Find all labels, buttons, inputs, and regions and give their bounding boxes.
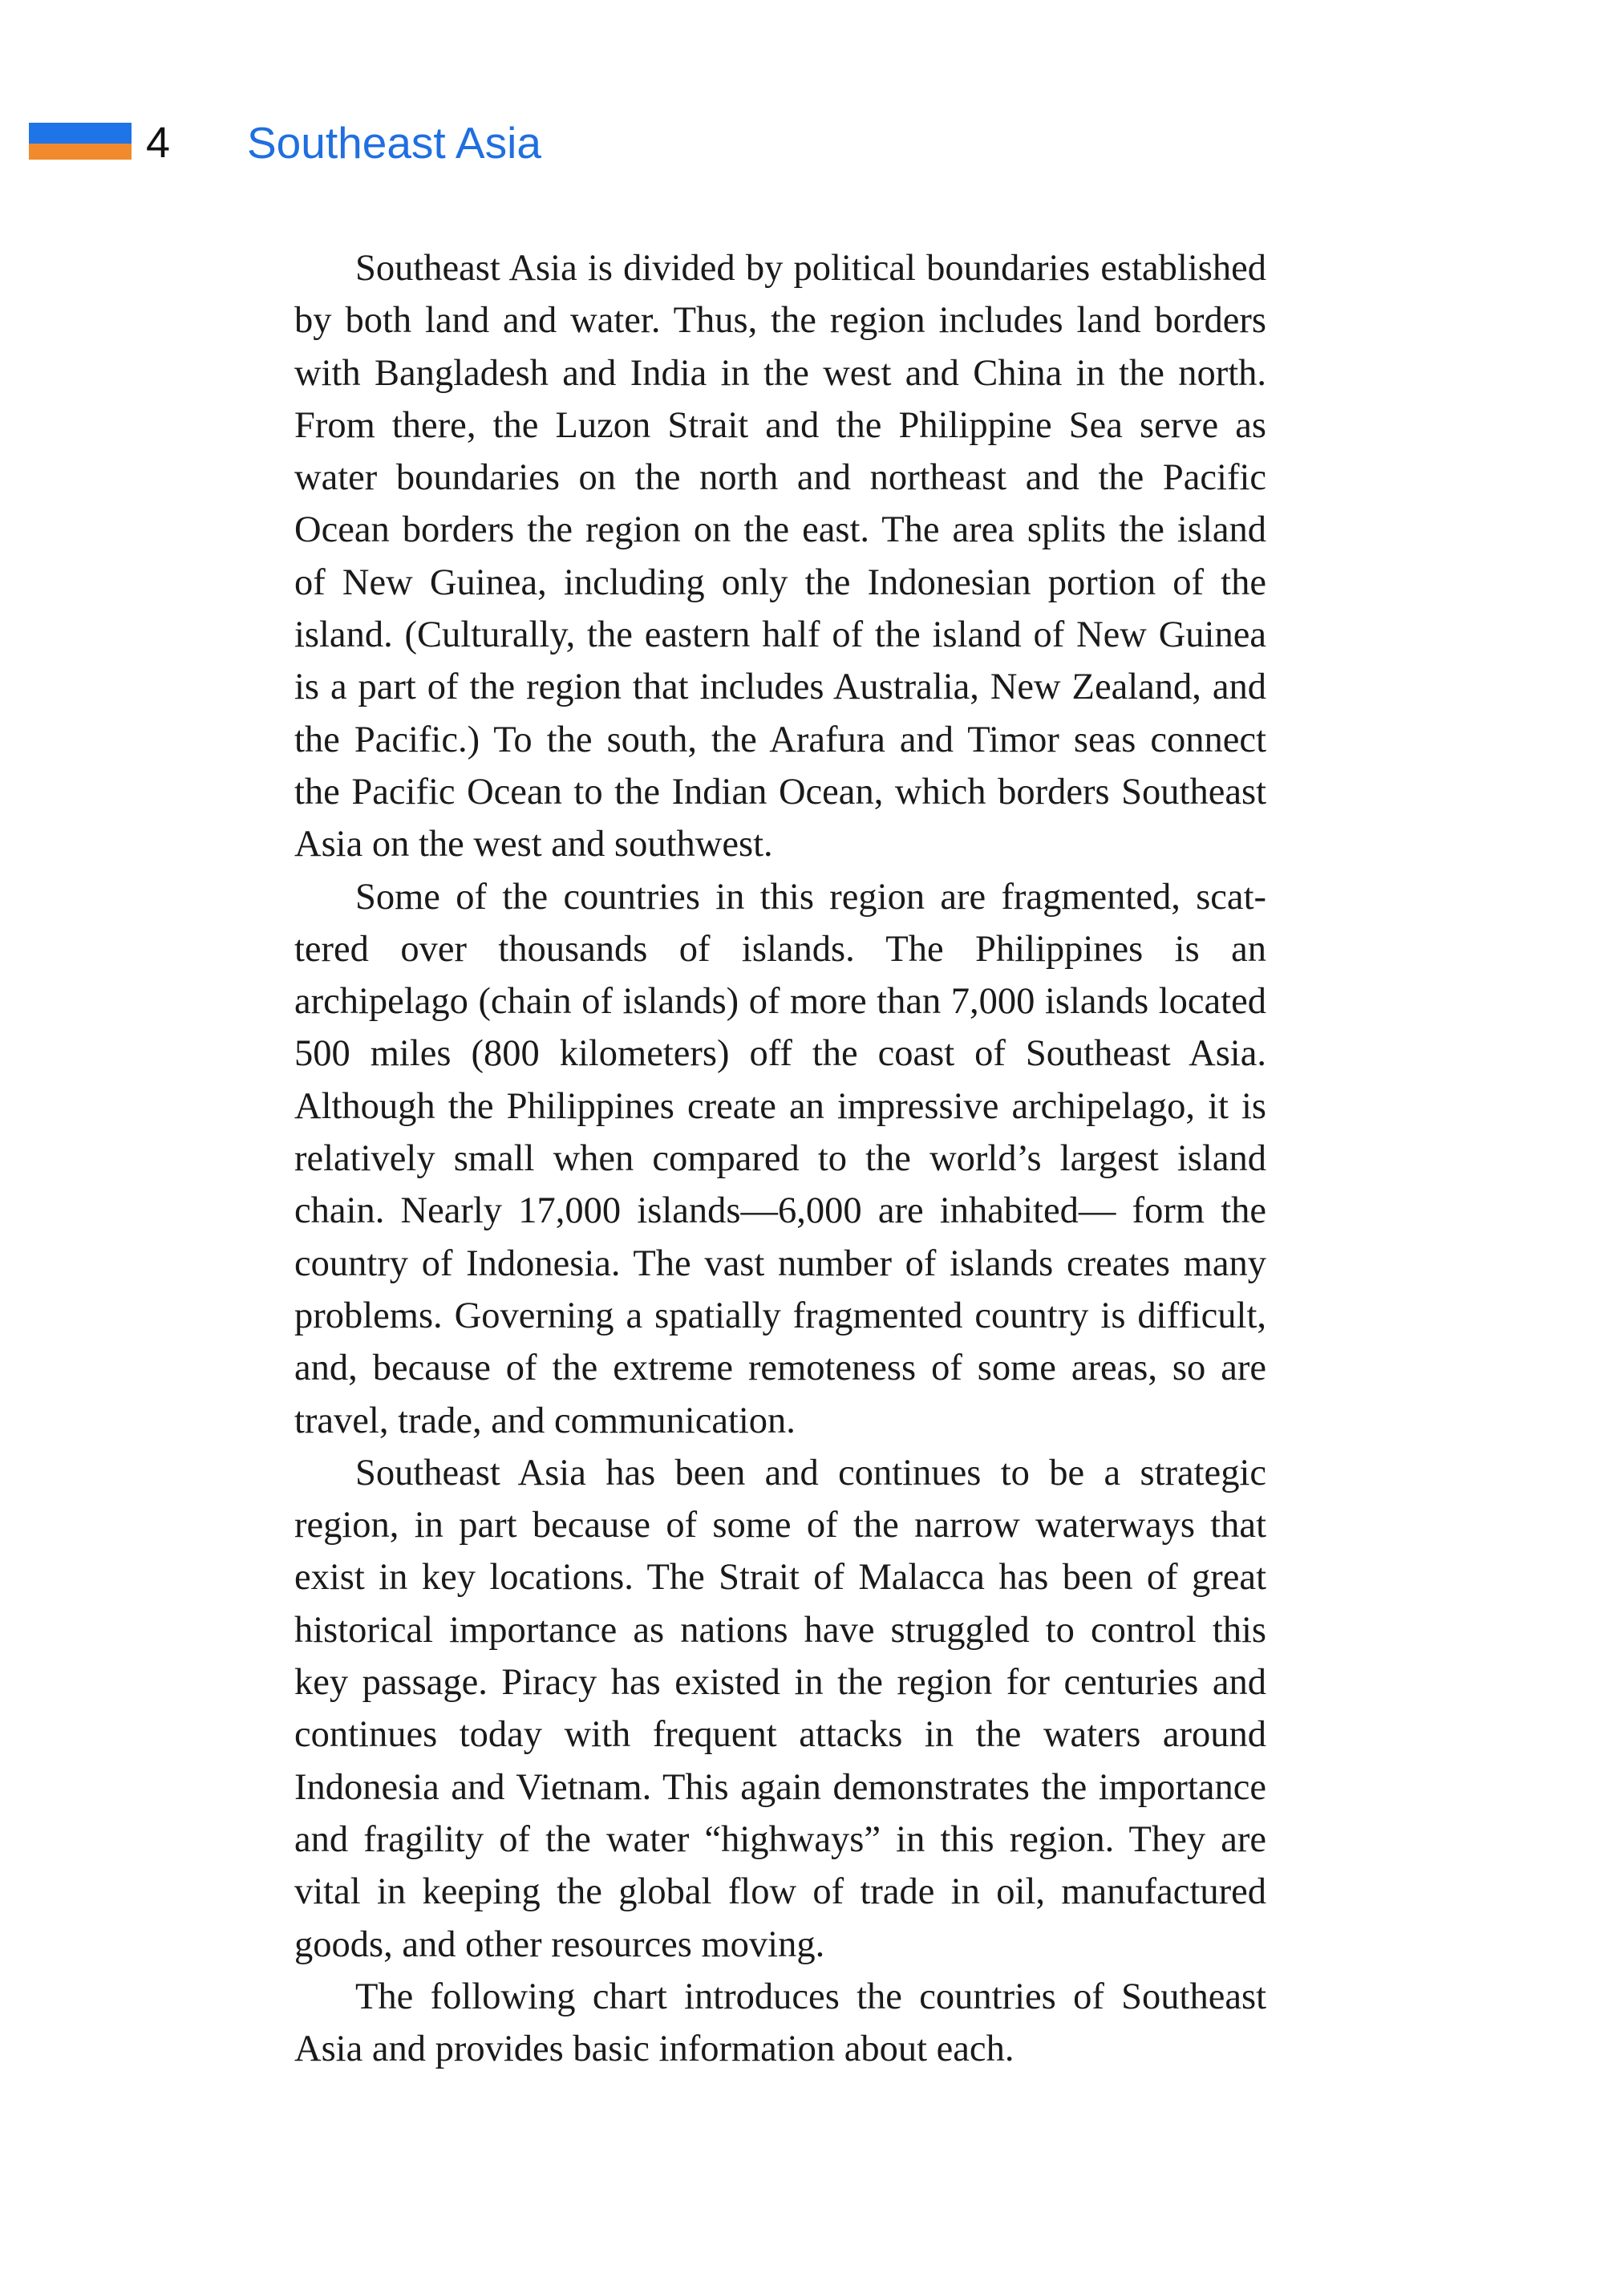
paragraph: Southeast Asia is divided by political boundaries established by both land and water. Thus, the region includes land borders with Bangladesh and India in the west and China in the north. From there, the Luzon Strait and the Philippine Sea serve as water boundaries on the north and northeast and the Pacific Ocean borders the region on the east. The area splits the island of New Guinea, including only the Indonesian portion of the island. (Culturally, the eastern half of the island of New Guinea is a part of the region that includes Australia, New Zealand, and the Pacific.) To the south, the Arafura and Timor seas connect the Pacific Ocean to the Indian Ocean, which borders Southeast Asia on the west and southwest.	[294, 248, 1266, 865]
header-bar-blue-stripe	[29, 123, 132, 144]
paragraph: Southeast Asia has been and continues to be a strategic region, in part because of some of the narrow waterways that exist in key locations. The Strait of Malacca has been of great historical importance as nations have struggled to control this key passage. Piracy has existed in the region for centuries and continues today with frequent attacks in the waters around Indonesia and Vietnam. This again demonstrates the importance and fragility of the water “highways” in this region. They are vital in keeping the global flow of trade in oil, manufactured goods, and other resources moving.	[294, 1452, 1266, 1965]
page-number: 4	[146, 119, 171, 167]
header-color-bar	[29, 123, 132, 160]
running-title: Southeast Asia	[247, 118, 541, 168]
header-bar-orange-stripe	[29, 144, 132, 160]
paragraph: The following chart introduces the countries of Southeast Asia and provides basic information about each.	[294, 1976, 1266, 2070]
body-text	[294, 242, 1266, 2075]
paragraph: Some of the countries in this region are fragmented, scattered over thousands of islands. The Philippines is an archipelago (chain of islands) of more than 7,000 islands located 500 miles (800 kilometers) off the coast of Southeast Asia. Although the Philippines create an impressive archipelago, it is relatively small when compared to the world’s largest island chain. Nearly 17,000 islands—6,000 are inhabited— form the country of Indonesia. The vast number of islands creates many problems. Governing a spatially fragmented country is difficult, and, because of the extreme remoteness of some areas, so are travel, trade, and communication.	[294, 876, 1266, 1441]
